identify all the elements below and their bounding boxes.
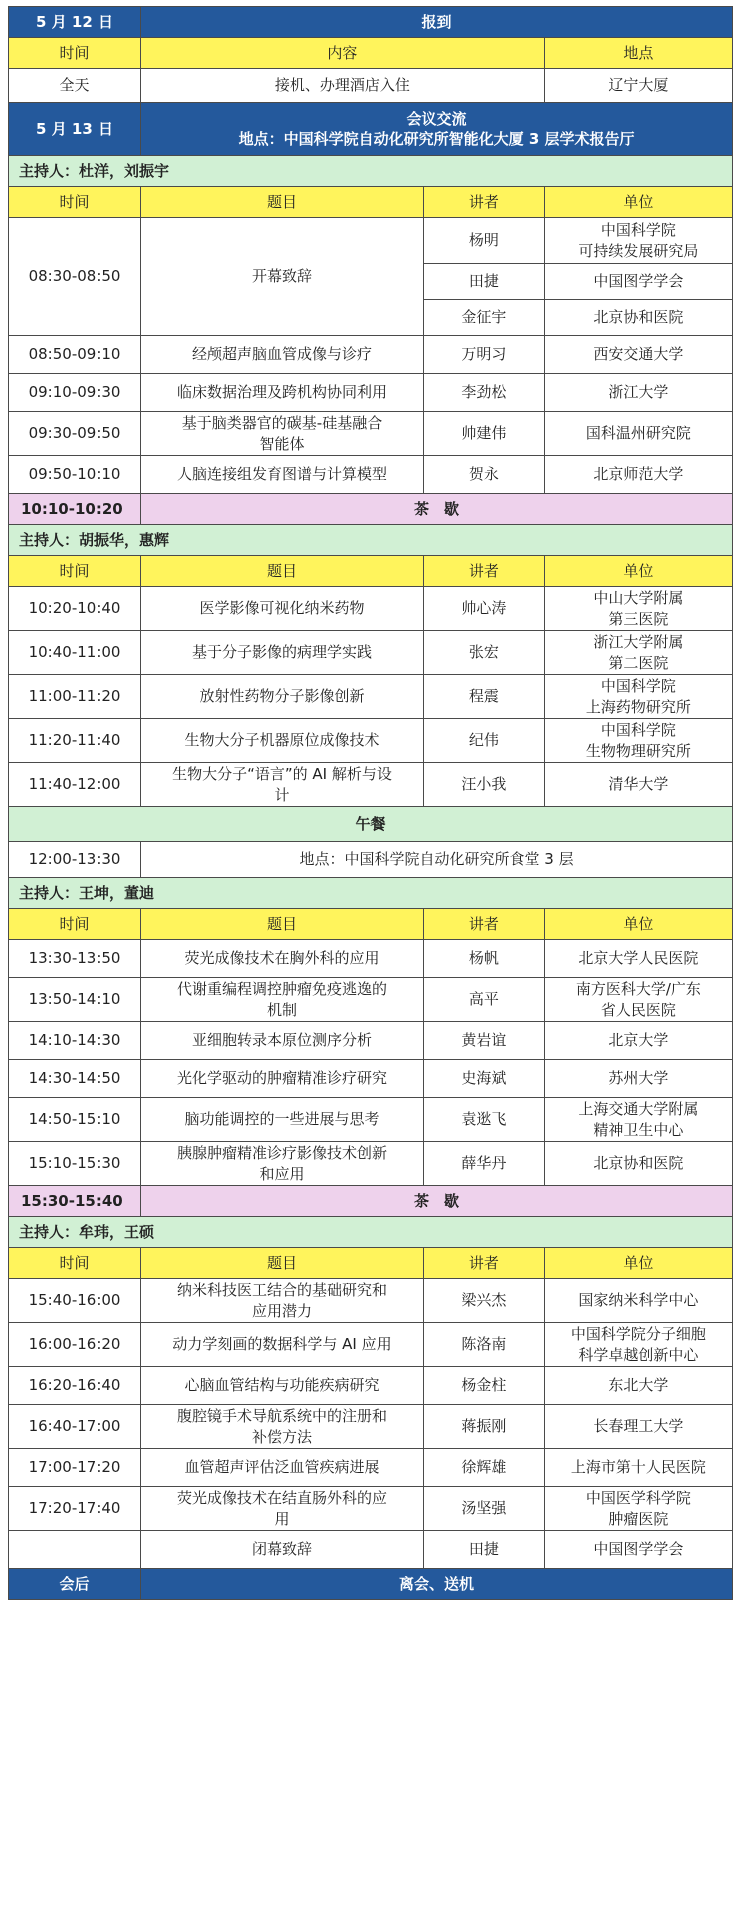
talk-topic-line: 纳米科技医工结合的基础研究和 <box>176 1281 387 1300</box>
day1-header-row <box>9 7 733 38</box>
table-row <box>9 218 733 264</box>
lunch-detail-row <box>9 842 733 878</box>
talk-topic-line: 亚细胞转录本原位测序分析 <box>191 1031 372 1050</box>
table-row <box>9 1367 733 1405</box>
talk-speaker: 黄岩谊 <box>423 1022 544 1060</box>
talk-topic <box>141 456 424 494</box>
talk-unit <box>544 1323 732 1367</box>
talk-topic-line: 腹腔镜手术导航系统中的注册和 <box>176 1407 387 1426</box>
talk-speaker: 高平 <box>423 978 544 1022</box>
talk-topic-line: 计 <box>274 785 290 804</box>
lunch-time: 12:00-13:30 <box>9 842 141 878</box>
talk-speaker: 杨明 <box>423 218 544 264</box>
talk-topic-line: 和应用 <box>259 1164 305 1183</box>
talk-topic-line: 光化学驱动的肿瘤精准诊疗研究 <box>176 1069 387 1088</box>
talk-unit <box>544 719 732 763</box>
talk-time: 09:30-09:50 <box>9 412 141 456</box>
lunch-venue: 地点：中国科学院自动化研究所食堂 3 层 <box>141 842 733 878</box>
day1-row-content: 接机、办理酒店入住 <box>141 69 545 103</box>
col-header-speaker: 讲者 <box>423 909 544 940</box>
table-row <box>9 412 733 456</box>
tea-break-row <box>9 1186 733 1217</box>
table-row <box>9 940 733 978</box>
talk-speaker: 梁兴杰 <box>423 1279 544 1323</box>
col-header-topic: 题目 <box>141 187 424 218</box>
table-row <box>9 336 733 374</box>
talk-topic-line: 用 <box>274 1509 290 1528</box>
talk-topic <box>141 412 424 456</box>
talk-unit <box>544 456 732 494</box>
talk-unit <box>544 1487 732 1531</box>
talk-topic <box>141 374 424 412</box>
column-header-row <box>9 1248 733 1279</box>
talk-unit-line: 北京大学人民医院 <box>578 949 699 968</box>
talk-unit <box>544 978 732 1022</box>
talk-topic <box>141 1487 424 1531</box>
talk-topic-line: 补偿方法 <box>251 1427 312 1446</box>
session-host: 主持人：王坤，董迪 <box>9 878 733 909</box>
talk-time: 15:40-16:00 <box>9 1279 141 1323</box>
talk-time: 08:30-08:50 <box>9 218 141 336</box>
talk-speaker: 史海斌 <box>423 1060 544 1098</box>
day1-column-header-row <box>9 38 733 69</box>
talk-unit-line: 科学卓越创新中心 <box>578 1345 699 1364</box>
talk-unit <box>544 1142 732 1186</box>
talk-topic-line: 脑功能调控的一些进展与思考 <box>184 1110 380 1129</box>
talk-speaker: 汤坚强 <box>423 1487 544 1531</box>
talk-unit-line: 第二医院 <box>608 653 669 672</box>
day1-row <box>9 69 733 103</box>
talk-unit-line: 可持续发展研究局 <box>578 241 699 260</box>
talk-speaker: 金征宇 <box>423 300 544 336</box>
talk-topic-line: 医学影像可视化纳米药物 <box>199 599 365 618</box>
column-header-row <box>9 909 733 940</box>
tea-break-time: 15:30-15:40 <box>9 1186 141 1217</box>
tea-break-row <box>9 494 733 525</box>
talk-unit-line: 中国医学科学院 <box>585 1489 691 1508</box>
talk-unit <box>544 587 732 631</box>
day1-row-time: 全天 <box>9 69 141 103</box>
talk-topic-line: 动力学刻画的数据科学与 AI 应用 <box>172 1335 392 1354</box>
day1-title: 报到 <box>141 7 733 38</box>
col-header-content: 内容 <box>141 38 545 69</box>
after-row <box>9 1569 733 1600</box>
talk-topic-line: 放射性药物分子影像创新 <box>199 687 365 706</box>
talk-topic <box>141 675 424 719</box>
talk-unit-line: 西安交通大学 <box>593 345 684 364</box>
talk-speaker: 纪伟 <box>423 719 544 763</box>
talk-speaker: 徐辉雄 <box>423 1449 544 1487</box>
table-row <box>9 631 733 675</box>
day2-date: 5 月 13 日 <box>9 103 141 156</box>
talk-topic-line: 人脑连接组发育图谱与计算模型 <box>176 465 387 484</box>
host-row <box>9 878 733 909</box>
talk-topic <box>141 719 424 763</box>
lunch-row <box>9 807 733 842</box>
talk-unit-line: 上海药物研究所 <box>585 697 691 716</box>
col-header-time: 时间 <box>9 909 141 940</box>
talk-unit <box>544 940 732 978</box>
talk-unit-line: 中国科学院分子细胞 <box>570 1325 706 1344</box>
talk-unit-line: 浙江大学附属 <box>593 633 684 652</box>
talk-topic-line: 基于脑类器官的碳基-硅基融合 <box>181 414 383 433</box>
talk-topic-line: 机制 <box>266 1000 297 1019</box>
talk-speaker: 汪小我 <box>423 763 544 807</box>
talk-time: 16:40-17:00 <box>9 1405 141 1449</box>
talk-time: 09:10-09:30 <box>9 374 141 412</box>
day1-date: 5 月 12 日 <box>9 7 141 38</box>
talk-time: 14:30-14:50 <box>9 1060 141 1098</box>
table-row <box>9 1449 733 1487</box>
table-row <box>9 1098 733 1142</box>
talk-unit <box>544 374 732 412</box>
talk-topic <box>141 1279 424 1323</box>
session-host: 主持人：牟玮，王硕 <box>9 1217 733 1248</box>
col-header-time: 时间 <box>9 187 141 218</box>
talk-time: 13:30-13:50 <box>9 940 141 978</box>
talk-speaker: 田捷 <box>423 1531 544 1569</box>
talk-topic-line: 临床数据治理及跨机构协同利用 <box>176 383 387 402</box>
talk-unit <box>544 336 732 374</box>
talk-time: 09:50-10:10 <box>9 456 141 494</box>
talk-unit <box>544 264 732 300</box>
talk-unit-line: 国科温州研究院 <box>585 424 691 443</box>
talk-unit-line: 肿瘤医院 <box>608 1509 669 1528</box>
talk-topic <box>141 978 424 1022</box>
host-row <box>9 156 733 187</box>
talk-topic <box>141 1449 424 1487</box>
host-row <box>9 1217 733 1248</box>
col-header-topic: 题目 <box>141 1248 424 1279</box>
talk-topic <box>141 1367 424 1405</box>
table-row <box>9 1487 733 1531</box>
talk-time: 16:00-16:20 <box>9 1323 141 1367</box>
talk-time: 10:40-11:00 <box>9 631 141 675</box>
session-host: 主持人：杜洋，刘振宇 <box>9 156 733 187</box>
talk-unit <box>544 300 732 336</box>
col-header-unit: 单位 <box>544 1248 732 1279</box>
tea-break-label: 茶 歇 <box>141 1186 733 1217</box>
col-header-unit: 单位 <box>544 556 732 587</box>
talk-time: 15:10-15:30 <box>9 1142 141 1186</box>
talk-speaker: 蒋振刚 <box>423 1405 544 1449</box>
talk-time: 17:00-17:20 <box>9 1449 141 1487</box>
talk-topic-line: 代谢重编程调控肿瘤免疫逃逸的 <box>176 980 387 999</box>
talk-topic <box>141 1060 424 1098</box>
talk-topic <box>141 1323 424 1367</box>
tea-break-time: 10:10-10:20 <box>9 494 141 525</box>
talk-unit <box>544 1531 732 1569</box>
talk-unit-line: 长春理工大学 <box>593 1417 684 1436</box>
talk-topic-line: 心脑血管结构与功能疾病研究 <box>184 1376 380 1395</box>
table-row <box>9 1060 733 1098</box>
talk-speaker: 帅建伟 <box>423 412 544 456</box>
table-row <box>9 1405 733 1449</box>
talk-time: 08:50-09:10 <box>9 336 141 374</box>
agenda-table <box>8 6 733 1600</box>
talk-topic-line: 智能体 <box>259 434 305 453</box>
talk-unit-line: 国家纳米科学中心 <box>578 1291 699 1310</box>
talk-unit-line: 东北大学 <box>608 1376 669 1395</box>
day1-row-location: 辽宁大厦 <box>544 69 732 103</box>
talk-speaker: 贺永 <box>423 456 544 494</box>
talk-time: 13:50-14:10 <box>9 978 141 1022</box>
talk-unit <box>544 412 732 456</box>
talk-time: 10:20-10:40 <box>9 587 141 631</box>
talk-topic-line: 基于分子影像的病理学实践 <box>191 643 372 662</box>
talk-topic-line: 应用潜力 <box>251 1301 312 1320</box>
talk-unit-line: 南方医科大学/广东 <box>575 980 701 999</box>
talk-speaker: 李劲松 <box>423 374 544 412</box>
column-header-row <box>9 556 733 587</box>
talk-unit-line: 浙江大学 <box>608 383 669 402</box>
after-label: 会后 <box>9 1569 141 1600</box>
talk-time: 11:00-11:20 <box>9 675 141 719</box>
talk-time: 14:50-15:10 <box>9 1098 141 1142</box>
table-row <box>9 675 733 719</box>
table-row <box>9 1531 733 1569</box>
talk-unit <box>544 1098 732 1142</box>
talk-speaker: 万明习 <box>423 336 544 374</box>
talk-topic <box>141 336 424 374</box>
col-header-time: 时间 <box>9 38 141 69</box>
day2-title: 会议交流 <box>406 109 467 128</box>
talk-time: 14:10-14:30 <box>9 1022 141 1060</box>
talk-unit-line: 上海市第十人民医院 <box>570 1458 706 1477</box>
talk-speaker: 程震 <box>423 675 544 719</box>
talk-speaker: 帅心涛 <box>423 587 544 631</box>
talk-topic <box>141 631 424 675</box>
talk-time: 11:20-11:40 <box>9 719 141 763</box>
talk-unit-line: 第三医院 <box>608 609 669 628</box>
talk-unit-line: 中国科学院 <box>600 221 676 240</box>
day2-title-cell <box>141 103 733 156</box>
talk-unit <box>544 1367 732 1405</box>
table-row <box>9 456 733 494</box>
talk-unit-line: 中国科学院 <box>600 721 676 740</box>
talk-unit <box>544 1022 732 1060</box>
talk-topic-line: 闭幕致辞 <box>251 1540 312 1559</box>
table-row <box>9 1142 733 1186</box>
talk-unit <box>544 763 732 807</box>
talk-time <box>9 1531 141 1569</box>
talk-topic: 开幕致辞 <box>141 218 424 336</box>
talk-unit <box>544 1279 732 1323</box>
talk-topic-line: 生物大分子机器原位成像技术 <box>184 731 380 750</box>
talk-unit-line: 清华大学 <box>608 775 669 794</box>
talk-topic <box>141 1531 424 1569</box>
talk-speaker: 杨帆 <box>423 940 544 978</box>
table-row <box>9 1022 733 1060</box>
lunch-label: 午餐 <box>9 807 733 842</box>
talk-topic-line: 荧光成像技术在结直肠外科的应 <box>176 1489 387 1508</box>
day2-header-row <box>9 103 733 156</box>
talk-unit-line: 北京大学 <box>608 1031 669 1050</box>
col-header-topic: 题目 <box>141 556 424 587</box>
talk-speaker: 陈洛南 <box>423 1323 544 1367</box>
day2-venue: 地点：中国科学院自动化研究所智能化大厦 3 层学术报告厅 <box>238 130 635 148</box>
col-header-unit: 单位 <box>544 187 732 218</box>
talk-unit-line: 苏州大学 <box>608 1069 669 1088</box>
talk-topic <box>141 1022 424 1060</box>
after-content: 离会、送机 <box>141 1569 733 1600</box>
talk-topic <box>141 1142 424 1186</box>
talk-unit-line: 中国图学学会 <box>593 1540 684 1559</box>
table-row <box>9 374 733 412</box>
talk-unit-line: 精神卫生中心 <box>593 1120 684 1139</box>
col-header-time: 时间 <box>9 556 141 587</box>
talk-topic-line: 生物大分子“语言”的 AI 解析与设 <box>172 765 392 784</box>
talk-topic <box>141 587 424 631</box>
table-row <box>9 1279 733 1323</box>
col-header-speaker: 讲者 <box>423 556 544 587</box>
talk-unit <box>544 1405 732 1449</box>
talk-unit-line: 上海交通大学附属 <box>578 1100 699 1119</box>
talk-topic-line: 血管超声评估泛血管疾病进展 <box>184 1458 380 1477</box>
talk-speaker: 袁逖飞 <box>423 1098 544 1142</box>
col-header-unit: 单位 <box>544 909 732 940</box>
col-header-speaker: 讲者 <box>423 187 544 218</box>
talk-speaker: 田捷 <box>423 264 544 300</box>
talk-topic-line: 经颅超声脑血管成像与诊疗 <box>191 345 372 364</box>
table-row <box>9 978 733 1022</box>
talk-speaker: 杨金柱 <box>423 1367 544 1405</box>
talk-speaker: 薛华丹 <box>423 1142 544 1186</box>
talk-time: 17:20-17:40 <box>9 1487 141 1531</box>
talk-topic <box>141 940 424 978</box>
talk-topic-line: 胰腺肿瘤精准诊疗影像技术创新 <box>176 1144 387 1163</box>
col-header-location: 地点 <box>544 38 732 69</box>
talk-unit <box>544 675 732 719</box>
table-row <box>9 763 733 807</box>
col-header-time: 时间 <box>9 1248 141 1279</box>
tea-break-label: 茶 歇 <box>141 494 733 525</box>
table-row <box>9 719 733 763</box>
talk-unit-line: 生物物理研究所 <box>585 741 691 760</box>
talk-topic <box>141 763 424 807</box>
table-row <box>9 587 733 631</box>
talk-unit-line: 北京协和医院 <box>593 308 684 327</box>
talk-unit-line: 北京师范大学 <box>593 465 684 484</box>
column-header-row <box>9 187 733 218</box>
table-row <box>9 1323 733 1367</box>
talk-unit <box>544 1449 732 1487</box>
talk-speaker: 张宏 <box>423 631 544 675</box>
talk-topic <box>141 1098 424 1142</box>
host-row <box>9 525 733 556</box>
talk-unit-line: 省人民医院 <box>600 1000 676 1019</box>
talk-topic <box>141 1405 424 1449</box>
talk-unit-line: 中国图学学会 <box>593 272 684 291</box>
talk-time: 16:20-16:40 <box>9 1367 141 1405</box>
talk-topic-line: 荧光成像技术在胸外科的应用 <box>184 949 380 968</box>
talk-unit-line: 中山大学附属 <box>593 589 684 608</box>
session-host: 主持人：胡振华，惠辉 <box>9 525 733 556</box>
talk-unit <box>544 218 732 264</box>
talk-unit-line: 北京协和医院 <box>593 1154 684 1173</box>
col-header-speaker: 讲者 <box>423 1248 544 1279</box>
talk-unit-line: 中国科学院 <box>600 677 676 696</box>
col-header-topic: 题目 <box>141 909 424 940</box>
talk-time: 11:40-12:00 <box>9 763 141 807</box>
talk-unit <box>544 1060 732 1098</box>
talk-unit <box>544 631 732 675</box>
